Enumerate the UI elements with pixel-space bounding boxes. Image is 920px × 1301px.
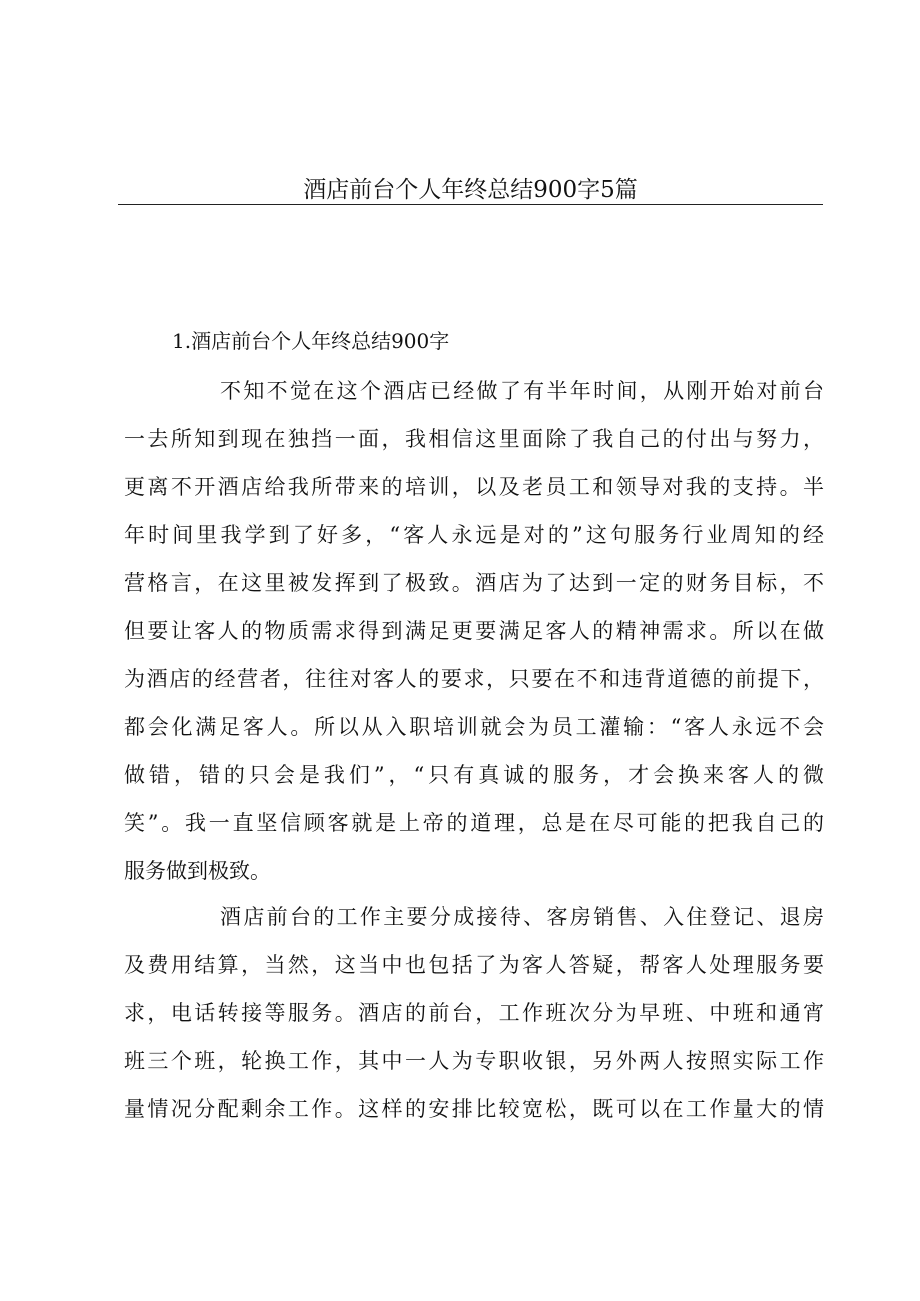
paragraph-line: 但要让客人的物质需求得到满足更要满足客人的精神需求。所以在做 <box>124 619 824 643</box>
paragraph-1 <box>124 367 824 895</box>
paragraph-2 <box>124 893 824 1133</box>
section-heading: 1.酒店前台个人年终总结900字 <box>172 329 450 353</box>
paragraph-line: 更离不开酒店给我所带来的培训，以及老员工和领导对我的支持。半 <box>124 475 824 499</box>
paragraph-line: 笑”。我一直坚信顾客就是上帝的道理，总是在尽可能的把我自己的 <box>124 811 824 835</box>
paragraph-line: 量情况分配剩余工作。这样的安排比较宽松，既可以在工作量大的情 <box>124 1097 824 1121</box>
paragraph-line: 年时间里我学到了好多，“客人永远是对的”这句服务行业周知的经 <box>124 523 824 547</box>
paragraph-line: 都会化满足客人。所以从入职培训就会为员工灌输：“客人永远不会 <box>124 715 824 739</box>
title-underline <box>118 204 823 205</box>
paragraph-line: 求，电话转接等服务。酒店的前台，工作班次分为早班、中班和通宵 <box>124 1001 824 1025</box>
paragraph-line: 班三个班，轮换工作，其中一人为专职收银，另外两人按照实际工作 <box>124 1049 824 1073</box>
paragraph-line: 酒店前台的工作主要分成接待、客房销售、入住登记、退房 <box>220 905 824 929</box>
paragraph-line: 营格言，在这里被发挥到了极致。酒店为了达到一定的财务目标，不 <box>124 571 824 595</box>
paragraph-line: 服务做到极致。 <box>124 859 271 883</box>
document-title: 酒店前台个人年终总结900字5篇 <box>303 177 638 203</box>
paragraph-line: 为酒店的经营者，往往对客人的要求，只要在不和违背道德的前提下， <box>124 667 824 691</box>
paragraph-line: 及费用结算，当然，这当中也包括了为客人答疑，帮客人处理服务要 <box>124 953 824 977</box>
paragraph-line: 一去所知到现在独挡一面，我相信这里面除了我自己的付出与努力， <box>124 427 824 451</box>
paragraph-line: 不知不觉在这个酒店已经做了有半年时间，从刚开始对前台 <box>220 379 824 403</box>
paragraph-line: 做错，错的只会是我们”，“只有真诚的服务，才会换来客人的微 <box>124 763 824 787</box>
